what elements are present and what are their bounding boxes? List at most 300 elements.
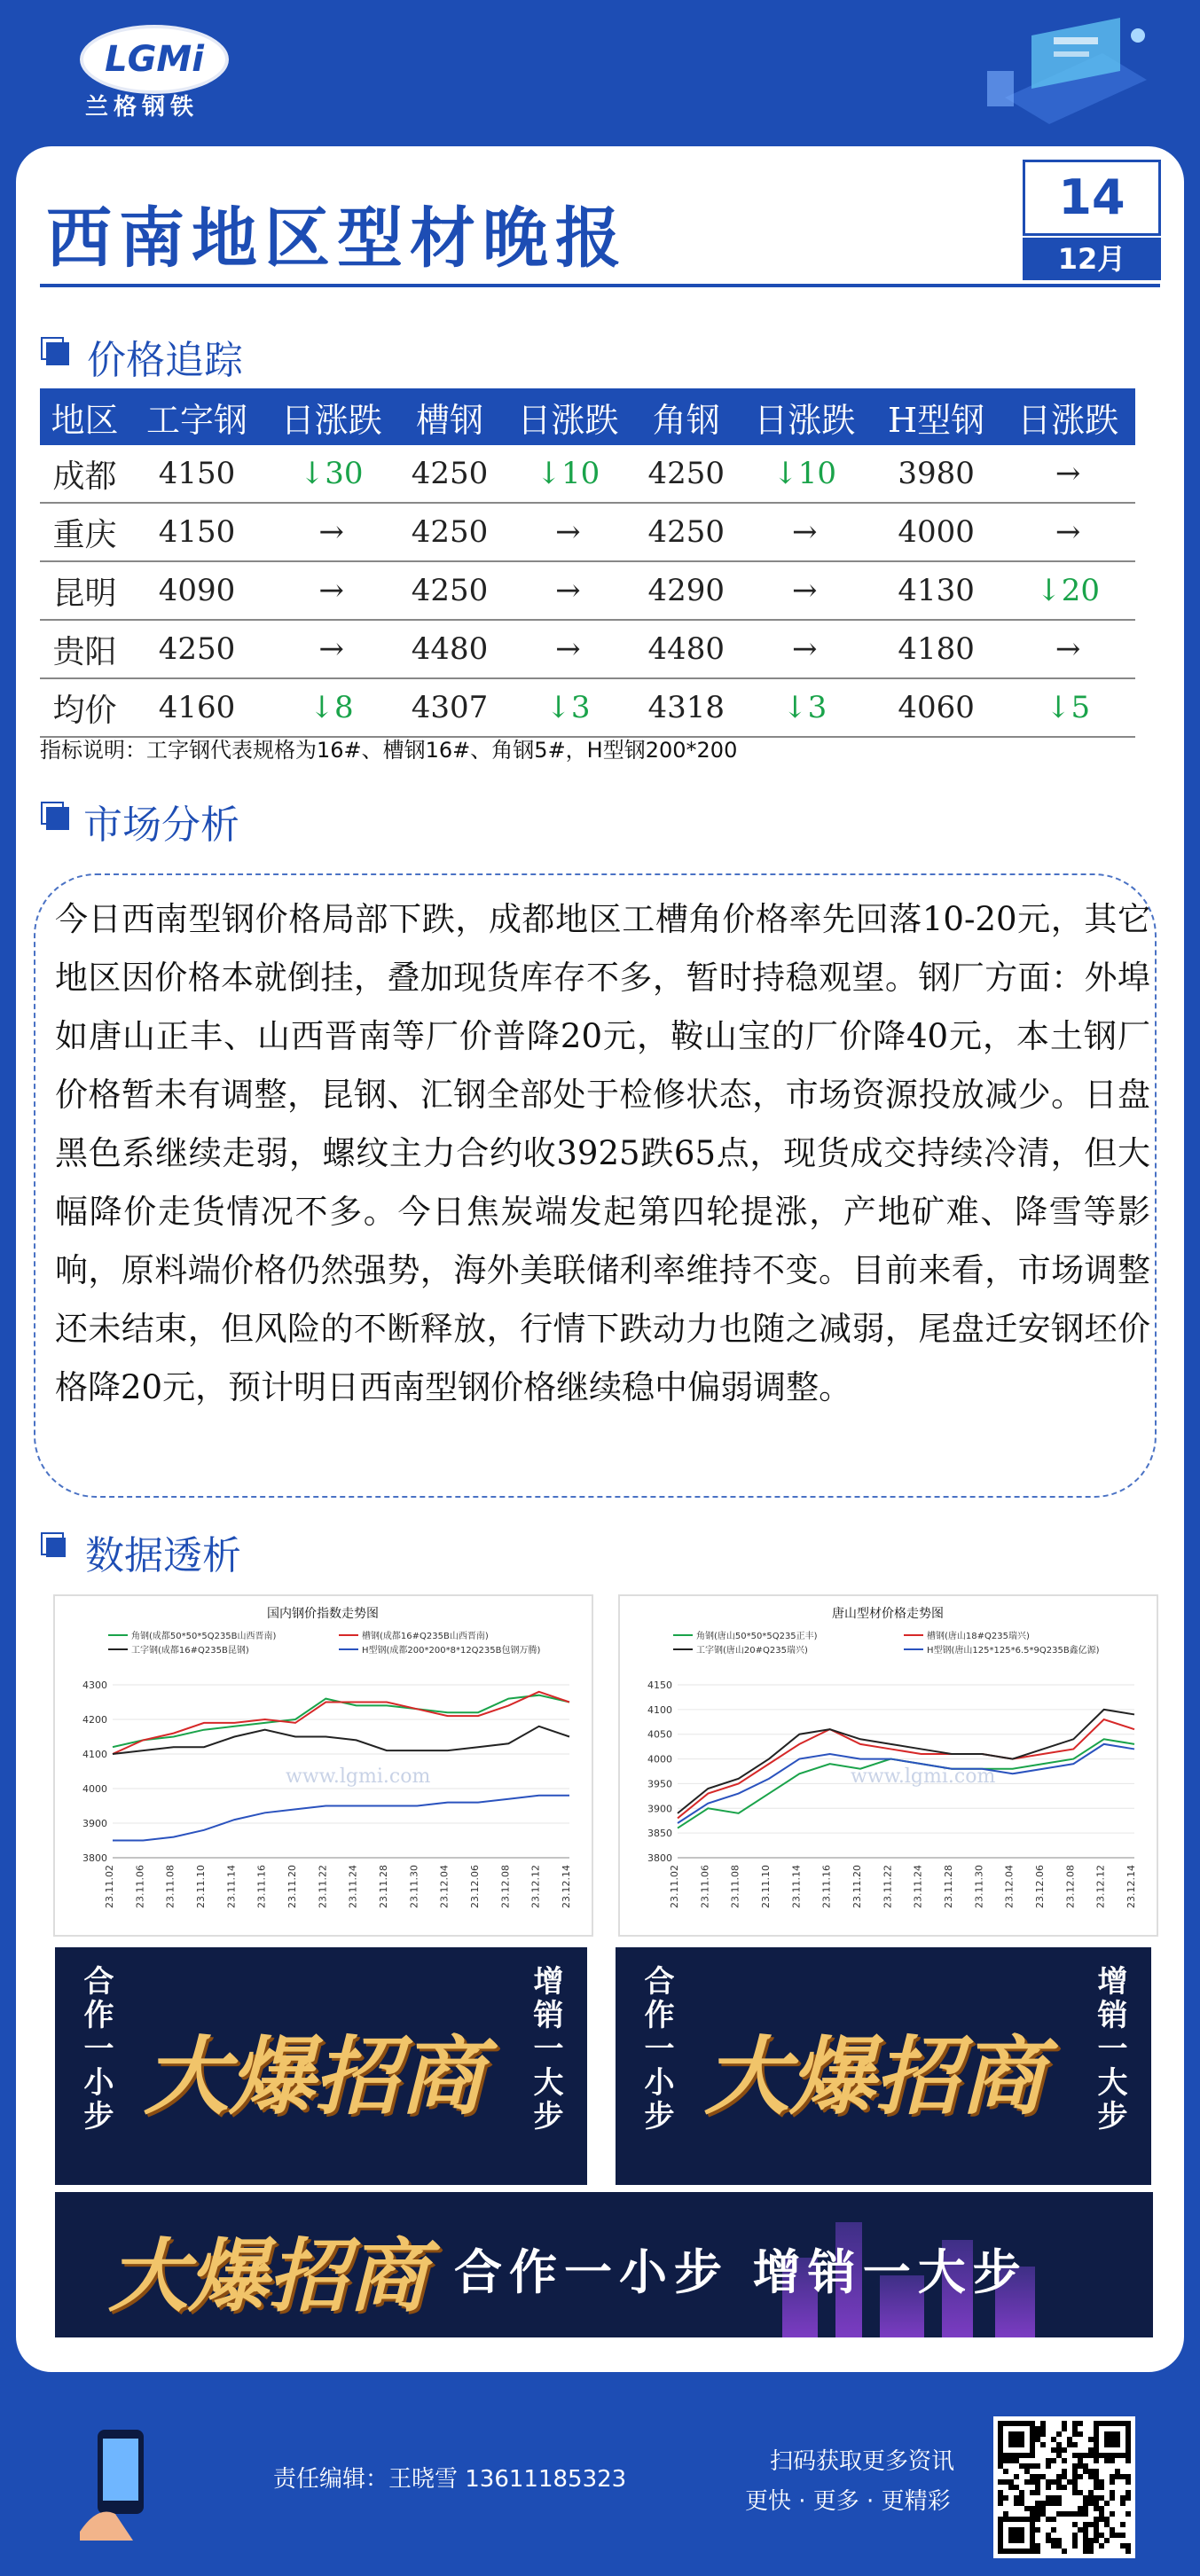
qr-module: [1019, 2463, 1024, 2469]
x-tick-label: 23.11.08: [164, 1865, 176, 1908]
qr-module: [1046, 2485, 1051, 2490]
promo-banner-right[interactable]: [616, 1947, 1151, 2185]
qr-module: [1056, 2442, 1062, 2447]
report-day: 14: [1023, 160, 1161, 236]
chart-title: 唐山型材价格走势图: [832, 1607, 944, 1621]
x-tick-label: 23.11.06: [134, 1865, 146, 1908]
banner-right-slogan: 增销一大步: [1092, 1965, 1127, 2134]
price-cell: 4290: [635, 561, 737, 620]
chart-title: 国内钢价指数走势图: [267, 1607, 379, 1621]
qr-module: [1078, 2506, 1083, 2511]
x-tick-label: 23.11.22: [317, 1865, 329, 1908]
change-cell: ↓30: [264, 445, 399, 503]
qr-module: [1035, 2474, 1040, 2479]
qr-module: [1072, 2479, 1078, 2485]
price-cell: 4318: [635, 678, 737, 737]
qr-module: [1078, 2527, 1083, 2533]
change-cell: ↓10: [501, 445, 636, 503]
qr-module: [1104, 2517, 1110, 2522]
chart-tangshan-profiles-svg: [620, 1596, 1157, 1935]
price-cell: 4130: [872, 561, 1000, 620]
qr-module: [1088, 2447, 1094, 2453]
title-divider: [40, 284, 1160, 287]
qr-module: [1094, 2506, 1099, 2511]
price-table: [40, 388, 1135, 738]
indicator-note: 指标说明：工字钢代表规格为16#、槽钢16#、角钢5#，H型钢200*200: [40, 738, 738, 763]
qr-module: [1030, 2479, 1035, 2485]
qr-module: [1035, 2501, 1040, 2506]
qr-finder-core: [1008, 2431, 1024, 2447]
y-tick-label: 4100: [82, 1749, 107, 1760]
qr-module: [998, 2463, 1003, 2469]
qr-module: [1088, 2522, 1094, 2527]
qr-module: [1125, 2543, 1131, 2549]
qr-module: [1024, 2463, 1030, 2469]
qr-module: [1110, 2490, 1115, 2495]
qr-module: [1003, 2469, 1008, 2474]
price-cell: 3980: [872, 445, 1000, 503]
x-tick-label: 23.12.04: [438, 1865, 451, 1908]
qr-module: [1056, 2485, 1062, 2490]
price-cell: 4250: [398, 445, 500, 503]
qr-module: [1024, 2469, 1030, 2474]
qr-module: [1014, 2474, 1019, 2479]
qr-module: [1056, 2474, 1062, 2479]
qr-module: [1088, 2437, 1094, 2442]
qr-module: [1040, 2426, 1046, 2431]
qr-module: [1088, 2495, 1094, 2501]
qr-module: [1035, 2517, 1040, 2522]
qr-module: [1099, 2511, 1104, 2517]
change-cell: →: [737, 620, 872, 678]
price-table-header: [40, 388, 1135, 445]
qr-module: [1046, 2533, 1051, 2538]
qr-module: [1125, 2479, 1131, 2485]
qr-module: [1035, 2426, 1040, 2431]
qr-module: [1051, 2527, 1056, 2533]
qr-module: [1083, 2506, 1088, 2511]
qr-module: [1083, 2495, 1088, 2501]
change-cell: →: [1000, 503, 1135, 561]
qr-module: [1099, 2533, 1104, 2538]
qr-finder-core: [1008, 2527, 1024, 2543]
qr-module: [1088, 2474, 1094, 2479]
x-tick-label: 23.12.08: [499, 1865, 512, 1908]
qr-module: [1120, 2495, 1125, 2501]
qr-module: [1051, 2458, 1056, 2463]
qr-module: [1030, 2511, 1035, 2517]
legend-label: H型钢(成都200*200*8*12Q235B包钢万腾): [362, 1646, 541, 1656]
qr-module: [1056, 2543, 1062, 2549]
x-tick-label: 23.11.16: [820, 1865, 833, 1908]
qr-module: [1120, 2533, 1125, 2538]
x-tick-label: 23.11.30: [973, 1865, 985, 1908]
change-cell: →: [264, 561, 399, 620]
price-cell: 4250: [635, 503, 737, 561]
qr-module: [1003, 2458, 1008, 2463]
qr-module: [1067, 2479, 1072, 2485]
x-tick-label: 23.11.22: [882, 1865, 894, 1908]
qr-module: [1072, 2538, 1078, 2543]
header-cell: H型钢: [872, 388, 1000, 445]
qr-module: [1035, 2543, 1040, 2549]
qr-module: [1014, 2485, 1019, 2490]
section-bullet-icon: [46, 342, 69, 365]
x-tick-label: 23.12.04: [1003, 1865, 1016, 1908]
change-cell: ↓10: [737, 445, 872, 503]
qr-module: [1062, 2474, 1067, 2479]
qr-module: [1083, 2453, 1088, 2458]
qr-module: [1088, 2538, 1094, 2543]
section-bullet-icon: [46, 807, 69, 830]
qr-module: [1035, 2549, 1040, 2554]
change-cell: →: [737, 561, 872, 620]
legend-label: 角钢(唐山50*50*5Q235正丰): [696, 1632, 818, 1641]
banner-left-slogan: 合作一小步: [78, 1965, 114, 2134]
x-tick-label: 23.11.24: [912, 1865, 924, 1908]
series-line: [113, 1796, 569, 1841]
chart-domestic-index: [53, 1594, 593, 1937]
change-cell: →: [264, 620, 399, 678]
qr-module: [1003, 2495, 1008, 2501]
qr-code[interactable]: [993, 2416, 1135, 2558]
price-cell: 4180: [872, 620, 1000, 678]
header-cell: 日涨跌: [1000, 388, 1135, 445]
x-tick-label: 23.12.14: [1125, 1865, 1137, 1908]
qr-module: [998, 2501, 1003, 2506]
qr-module: [1062, 2485, 1067, 2490]
price-cell: 4250: [129, 620, 264, 678]
qr-module: [1078, 2431, 1083, 2437]
qr-module: [1046, 2495, 1051, 2501]
report-title: 西南地区型材晚报: [46, 200, 628, 277]
qr-module: [1046, 2463, 1051, 2469]
qr-module: [1072, 2442, 1078, 2447]
header-cell: 日涨跌: [737, 388, 872, 445]
qr-module: [1110, 2495, 1115, 2501]
qr-module: [1030, 2490, 1035, 2495]
qr-module: [1110, 2479, 1115, 2485]
price-cell: 4250: [398, 561, 500, 620]
chart-watermark: www.lgmi.com: [851, 1766, 996, 1788]
qr-module: [1078, 2421, 1083, 2426]
qr-module: [1051, 2437, 1056, 2442]
region-cell: 成都: [40, 445, 129, 503]
qr-module: [1003, 2511, 1008, 2517]
price-cell: 4250: [398, 503, 500, 561]
y-tick-label: 3800: [82, 1852, 107, 1864]
brand-logo: [80, 25, 229, 94]
qr-module: [1083, 2527, 1088, 2533]
price-cell: 4307: [398, 678, 500, 737]
qr-module: [1099, 2517, 1104, 2522]
change-cell: →: [737, 503, 872, 561]
qr-module: [1008, 2479, 1014, 2485]
qr-module: [1030, 2474, 1035, 2479]
qr-module: [1046, 2501, 1051, 2506]
qr-module: [1094, 2538, 1099, 2543]
qr-module: [1094, 2533, 1099, 2538]
header: [0, 0, 1200, 151]
qr-module: [1110, 2474, 1115, 2479]
qr-module: [1125, 2490, 1131, 2495]
qr-module: [1040, 2474, 1046, 2479]
x-tick-label: 23.11.28: [378, 1865, 389, 1908]
qr-module: [1051, 2501, 1056, 2506]
qr-module: [1120, 2543, 1125, 2549]
qr-module: [1003, 2479, 1008, 2485]
qr-module: [1062, 2511, 1067, 2517]
price-row: [40, 503, 1135, 561]
qr-module: [1051, 2538, 1056, 2543]
qr-module: [1088, 2469, 1094, 2474]
qr-module: [1083, 2469, 1088, 2474]
qr-module: [1094, 2474, 1099, 2479]
qr-module: [1046, 2517, 1051, 2522]
x-tick-label: 23.12.14: [561, 1865, 572, 1908]
price-cell: 4250: [635, 445, 737, 503]
qr-module: [1099, 2543, 1104, 2549]
qr-module: [1094, 2527, 1099, 2533]
qr-module: [998, 2490, 1003, 2495]
qr-module: [1088, 2453, 1094, 2458]
qr-module: [1019, 2495, 1024, 2501]
qr-module: [1083, 2463, 1088, 2469]
change-cell: ↓8: [264, 678, 399, 737]
change-cell: →: [1000, 445, 1135, 503]
promo-banner-left[interactable]: [55, 1947, 587, 2185]
qr-module: [1110, 2458, 1115, 2463]
qr-module: [1120, 2474, 1125, 2479]
qr-module: [1125, 2474, 1131, 2479]
x-tick-label: 23.11.20: [851, 1865, 863, 1908]
qr-module: [1099, 2495, 1104, 2501]
x-tick-label: 23.11.24: [347, 1865, 359, 1908]
qr-module: [1062, 2447, 1067, 2453]
qr-module: [1062, 2549, 1067, 2554]
qr-module: [1067, 2442, 1072, 2447]
qr-module: [1072, 2421, 1078, 2426]
legend-label: 角钢(成都50*50*5Q235B山西晋南): [131, 1632, 277, 1641]
qr-module: [1035, 2463, 1040, 2469]
qr-module: [1072, 2474, 1078, 2479]
y-tick-label: 4300: [82, 1679, 107, 1691]
qr-module: [1110, 2511, 1115, 2517]
region-cell: 昆明: [40, 561, 129, 620]
qr-module: [1094, 2495, 1099, 2501]
qr-module: [1104, 2522, 1110, 2527]
change-cell: →: [264, 503, 399, 561]
banner-right-slogan: 增销一大步: [528, 1965, 563, 2134]
qr-module: [1014, 2458, 1019, 2463]
qr-module: [1078, 2474, 1083, 2479]
qr-module: [1035, 2511, 1040, 2517]
y-tick-label: 4050: [647, 1728, 672, 1741]
qr-module: [1083, 2538, 1088, 2543]
qr-module: [1078, 2458, 1083, 2463]
qr-module: [1014, 2501, 1019, 2506]
qr-module: [1078, 2453, 1083, 2458]
qr-module: [998, 2479, 1003, 2485]
qr-module: [1035, 2490, 1040, 2495]
legend-label: 槽钢(唐山18#Q235瑞兴): [927, 1632, 1030, 1641]
qr-module: [1125, 2549, 1131, 2554]
qr-module: [1088, 2543, 1094, 2549]
header-cell: 角钢: [635, 388, 737, 445]
change-cell: ↓20: [1000, 561, 1135, 620]
x-tick-label: 23.11.20: [286, 1865, 298, 1908]
banner-big-text: 大爆招商: [108, 2229, 427, 2323]
qr-module: [1078, 2511, 1083, 2517]
qr-module: [1046, 2458, 1051, 2463]
qr-module: [1083, 2543, 1088, 2549]
x-tick-label: 23.11.10: [195, 1865, 207, 1908]
legend-label: 工字钢(唐山20#Q235瑞兴): [696, 1646, 808, 1656]
chart-watermark: www.lgmi.com: [286, 1766, 431, 1788]
qr-module: [1072, 2543, 1078, 2549]
y-tick-label: 3900: [82, 1818, 107, 1829]
change-cell: →: [501, 503, 636, 561]
qr-module: [1083, 2511, 1088, 2517]
qr-module: [1072, 2490, 1078, 2495]
change-cell: ↓3: [737, 678, 872, 737]
price-cell: 4160: [129, 678, 264, 737]
qr-module: [1040, 2511, 1046, 2517]
header-cell: 槽钢: [398, 388, 500, 445]
y-tick-label: 3950: [647, 1778, 672, 1790]
x-tick-label: 23.11.02: [104, 1865, 115, 1908]
qr-module: [1056, 2501, 1062, 2506]
qr-module: [1008, 2485, 1014, 2490]
qr-module: [1035, 2479, 1040, 2485]
y-tick-label: 4200: [82, 1714, 107, 1726]
qr-module: [1035, 2431, 1040, 2437]
qr-module: [1030, 2506, 1035, 2511]
banner-big-text: 大爆招商: [144, 2026, 484, 2126]
qr-module: [1125, 2511, 1131, 2517]
x-tick-label: 23.12.12: [1094, 1865, 1107, 1908]
qr-module: [1120, 2501, 1125, 2506]
x-tick-label: 23.12.06: [1034, 1865, 1046, 1908]
qr-module: [1083, 2522, 1088, 2527]
x-tick-label: 23.11.14: [225, 1865, 238, 1908]
qr-module: [1046, 2538, 1051, 2543]
qr-module: [1019, 2501, 1024, 2506]
decorative-computer-icon: [969, 18, 1165, 133]
change-cell: →: [1000, 620, 1135, 678]
x-tick-label: 23.11.02: [669, 1865, 680, 1908]
header-cell: 日涨跌: [501, 388, 636, 445]
x-tick-label: 23.11.10: [760, 1865, 772, 1908]
qr-module: [1094, 2501, 1099, 2506]
qr-module: [1024, 2479, 1030, 2485]
qr-module: [1078, 2490, 1083, 2495]
qr-module: [1067, 2437, 1072, 2442]
qr-module: [1051, 2447, 1056, 2453]
qr-module: [1072, 2453, 1078, 2458]
qr-finder-core: [1104, 2431, 1120, 2447]
y-tick-label: 4000: [647, 1753, 672, 1766]
qr-module: [1014, 2495, 1019, 2501]
x-tick-label: 23.11.06: [699, 1865, 711, 1908]
qr-module: [1040, 2431, 1046, 2437]
banner-left-slogan: 合作一小步: [639, 1965, 674, 2134]
legend-label: H型钢(唐山125*125*6.5*9Q235B鑫亿源): [927, 1646, 1100, 1656]
x-tick-label: 23.11.14: [790, 1865, 803, 1908]
qr-module: [1110, 2527, 1115, 2533]
qr-module: [1115, 2474, 1120, 2479]
data-section-title: 数据透析: [85, 1533, 241, 1578]
qr-module: [1110, 2533, 1115, 2538]
banner-slogan: 合作一小步 增销一大步: [454, 2244, 1028, 2300]
qr-module: [1056, 2495, 1062, 2501]
qr-module: [1072, 2426, 1078, 2431]
qr-module: [1088, 2501, 1094, 2506]
price-row: [40, 445, 1135, 503]
banner-big-text: 大爆招商: [704, 2026, 1045, 2126]
qr-module: [1056, 2511, 1062, 2517]
header-cell: 日涨跌: [264, 388, 399, 445]
qr-module: [1094, 2469, 1099, 2474]
brand-logo-text: LGMi: [105, 39, 204, 80]
price-row: [40, 678, 1135, 737]
price-row: [40, 561, 1135, 620]
qr-module: [1078, 2463, 1083, 2469]
qr-module: [1024, 2506, 1030, 2511]
qr-module: [1062, 2421, 1067, 2426]
qr-module: [1056, 2538, 1062, 2543]
change-cell: →: [501, 561, 636, 620]
y-tick-label: 4150: [647, 1679, 672, 1691]
qr-module: [1040, 2421, 1046, 2426]
qr-module: [1035, 2485, 1040, 2490]
qr-module: [1099, 2479, 1104, 2485]
scan-tagline: 更快 · 更多 · 更精彩: [745, 2488, 951, 2515]
qr-module: [1035, 2506, 1040, 2511]
chart-tangshan-profiles: [618, 1594, 1158, 1937]
qr-module: [1040, 2442, 1046, 2447]
qr-module: [1104, 2501, 1110, 2506]
brand-logo-subtitle: 兰格钢铁: [85, 94, 200, 121]
price-cell: 4150: [129, 445, 264, 503]
qr-module: [1120, 2522, 1125, 2527]
qr-module: [1030, 2463, 1035, 2469]
x-tick-label: 23.12.08: [1064, 1865, 1077, 1908]
qr-module: [1072, 2431, 1078, 2437]
x-tick-label: 23.11.28: [943, 1865, 954, 1908]
qr-module: [1072, 2522, 1078, 2527]
qr-module: [1051, 2517, 1056, 2522]
qr-module: [1094, 2522, 1099, 2527]
price-cell: 4060: [872, 678, 1000, 737]
qr-module: [1051, 2479, 1056, 2485]
analysis-text: 今日西南型钢价格局部下跌，成都地区工槽角价格率先回落10-20元，其它地区因价格本就倒挂，叠加现货库存不多，暂时持稳观望。钢厂方面：外埠如唐山正丰、山西晋南等厂价普降20元，鞍山宝的厂价降40元，本土钢厂价格暂未有调整，昆钢、汇钢全部处于检修状态，市场资源投放减少。日盘黑色系继续走弱，螺纹主力合约收3925跌65点，现货成交持续冷清，但大幅降价走货情况不多。今日焦炭端发起第四轮提涨，产地矿难、降雪等影响，原料端价格仍然强势，海外美联储利率维持不变。目前来看，市场调整还未结束，但风险的不断释放，行情下跌动力也随之减弱，尾盘迁安钢坯价格降20元，预计明日西南型钢价格继续稳中偏弱调整。: [55, 900, 1150, 1406]
qr-module: [1094, 2517, 1099, 2522]
qr-module: [1008, 2458, 1014, 2463]
header-cell: 地区: [40, 388, 129, 445]
qr-module: [1067, 2511, 1072, 2517]
qr-module: [1040, 2501, 1046, 2506]
promo-banner-wide[interactable]: [55, 2192, 1153, 2337]
qr-module: [998, 2458, 1003, 2463]
qr-module: [1062, 2458, 1067, 2463]
change-cell: ↓3: [501, 678, 636, 737]
x-tick-label: 23.11.16: [255, 1865, 268, 1908]
y-tick-label: 4000: [82, 1783, 107, 1795]
region-cell: 均价: [40, 678, 129, 737]
x-tick-label: 23.11.08: [729, 1865, 741, 1908]
report-month: 12月: [1023, 238, 1161, 280]
